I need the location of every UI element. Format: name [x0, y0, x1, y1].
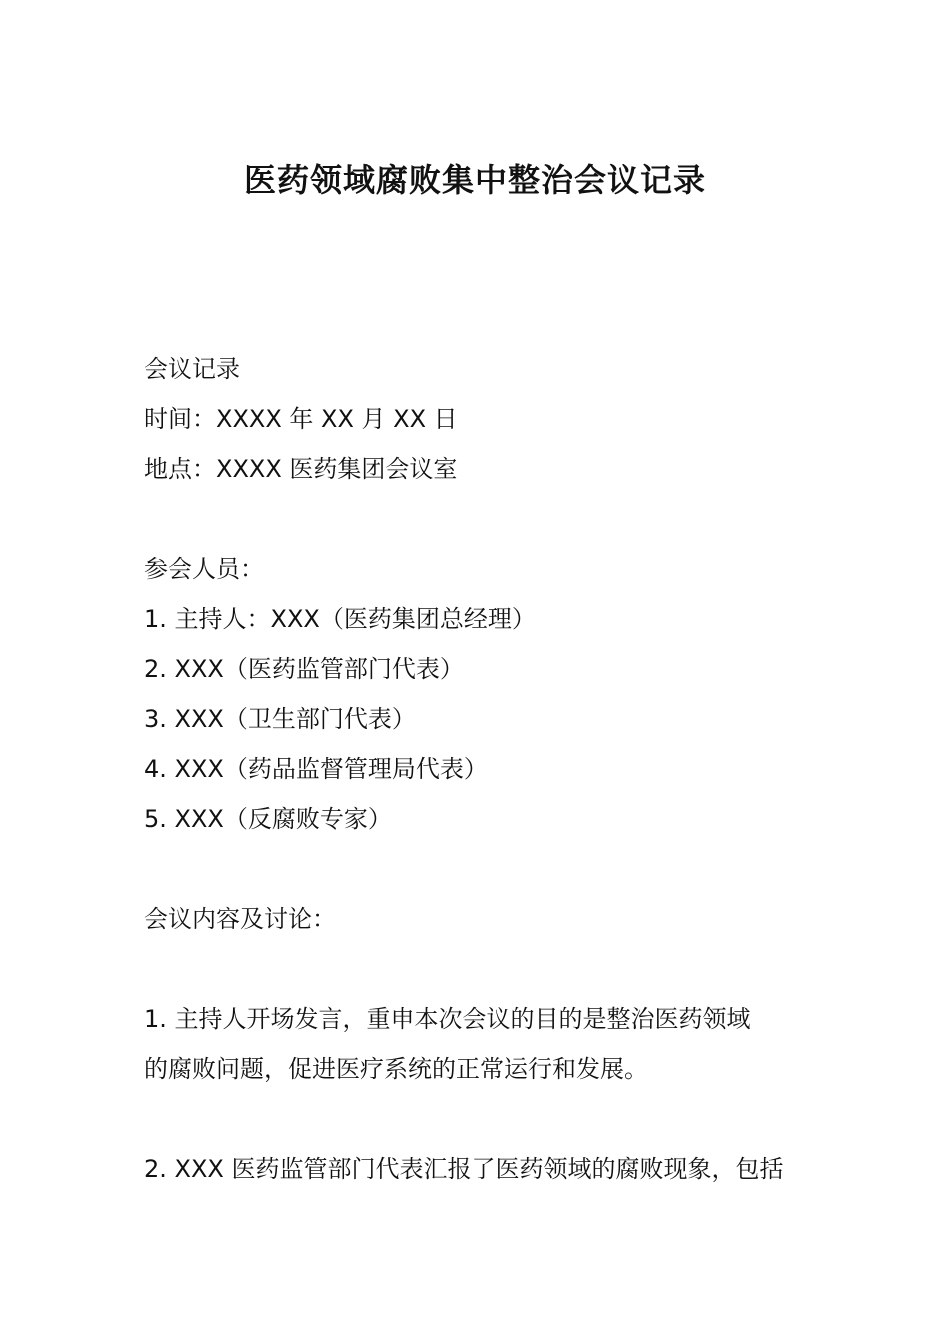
spacer	[144, 1094, 810, 1144]
spacer	[144, 844, 810, 894]
section-heading: 会议记录	[144, 355, 240, 383]
spacer	[144, 494, 810, 544]
discussion-item-2-line-1: 2. XXX 医药监管部门代表汇报了医药领域的腐败现象，包括	[144, 1155, 784, 1183]
spacer	[144, 944, 810, 994]
attendees-heading: 参会人员：	[144, 555, 264, 583]
document-title: 医药领域腐败集中整治会议记录	[243, 161, 706, 199]
discussion-item-1-line-2: 的腐败问题，促进医疗系统的正常运行和发展。	[144, 1055, 648, 1083]
discussion-heading: 会议内容及讨论：	[144, 905, 336, 933]
attendee-item: 4. XXX（药品监督管理局代表）	[144, 755, 488, 783]
attendee-item: 5. XXX（反腐败专家）	[144, 805, 392, 833]
meeting-time: 时间：XXXX 年 XX 月 XX 日	[144, 405, 458, 433]
attendee-item: 3. XXX（卫生部门代表）	[144, 705, 416, 733]
discussion-item-1-line-1: 1. 主持人开场发言，重申本次会议的目的是整治医药领域	[144, 1005, 751, 1033]
attendee-item: 1. 主持人：XXX（医药集团总经理）	[144, 605, 536, 633]
attendee-item: 2. XXX（医药监管部门代表）	[144, 655, 464, 683]
document-body	[144, 344, 810, 1194]
meeting-location: 地点：XXXX 医药集团会议室	[144, 455, 458, 483]
